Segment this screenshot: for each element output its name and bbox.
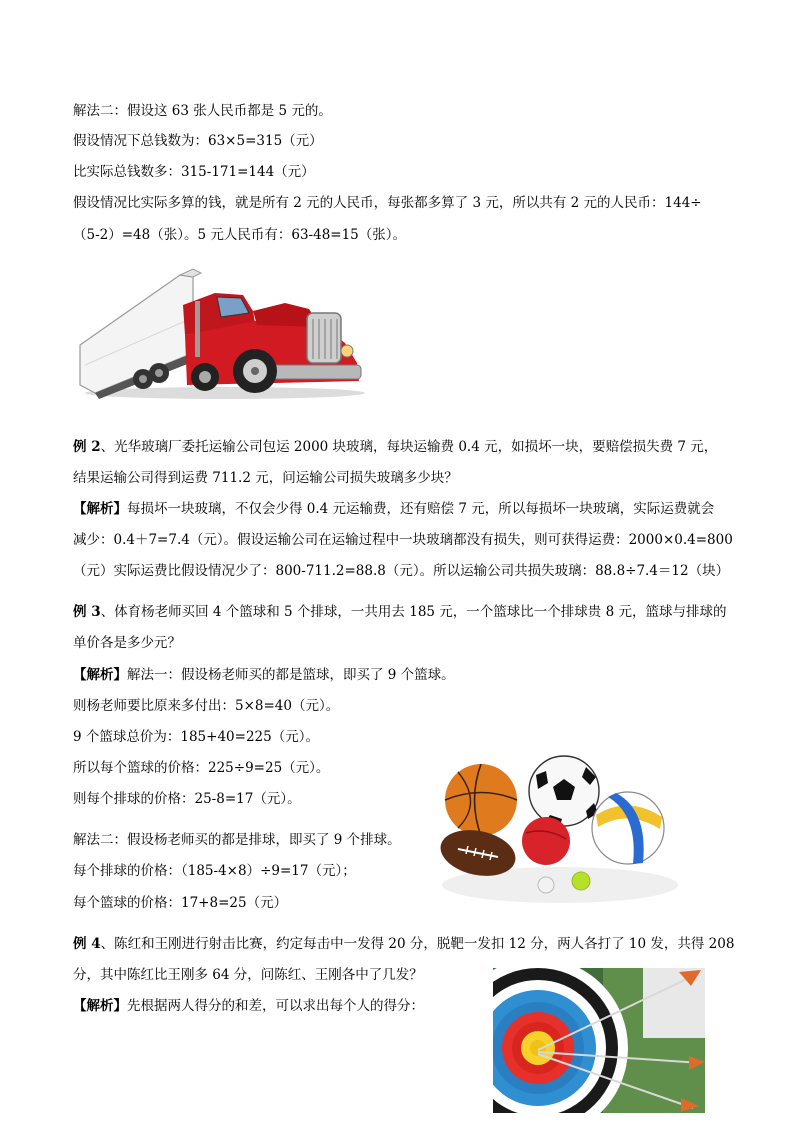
example4-question-line-1 [73, 934, 734, 954]
method2-line-3: 比实际总钱数多：315-171=144（元） [73, 164, 315, 180]
example3-question-line-1 [73, 602, 726, 622]
example3-step-3: 所以每个篮球的价格：225÷9=25（元）。 [73, 760, 330, 776]
example2-answer-label: 【解析】 [73, 501, 127, 517]
example3-step-2: 9 个篮球总价为：185+40=225（元）。 [73, 729, 319, 745]
method2-line-4: 假设情况比实际多算的钱，就是所有 2 元的人民币，每张都多算了 3 元，所以共有 2 元的人民币：144÷ [73, 195, 702, 211]
example2-label: 例 2 [73, 439, 101, 455]
method2-line-5: （5-2）=48（张）。5 元人民币有：63-48=15（张）。 [73, 227, 407, 243]
example2-answer-line-2: 减少：0.4＋7=7.4（元）。假设运输公司在运输过程中一块玻璃都没有损失，则可获得运费：2000×0.4=800 [73, 532, 733, 548]
example2-answer-line-3: （元）实际运费比假设情况少了：800-711.2=88.8（元）。所以运输公司共损失玻璃：88.8÷7.4＝12（块） [73, 563, 730, 579]
example4-answer-line-1 [73, 996, 424, 1016]
example3-method2-line-2: 每个排球的价格：（185-4×8）÷9=17（元）； [73, 863, 356, 879]
example3-step-4: 则每个排球的价格：25-8=17（元）。 [73, 791, 301, 807]
example3-method2-line-1: 解法二：假设杨老师买的都是排球，即买了 9 个排球。 [73, 832, 401, 848]
example3-question-text-1: 、体育杨老师买回 4 个篮球和 5 个排球，一共用去 185 元，一个篮球比一个排球贵 8 元，篮球与排球的 [100, 604, 727, 620]
example2-question-line-2: 结果运输公司得到运费 711.2 元，问运输公司损失玻璃多少块？ [73, 470, 458, 486]
example2-answer-line-1 [73, 499, 714, 519]
method2-line-2: 假设情况下总钱数为：63×5=315（元） [73, 133, 323, 149]
example3-label: 例 3 [73, 604, 101, 620]
example3-answer-text-1: 解法一：假设杨老师买的都是篮球，即买了 9 个篮球。 [127, 667, 455, 683]
example3-step-1: 则杨老师要比原来多付出：5×8=40（元）。 [73, 698, 340, 714]
example2-question-text-1: 、光华玻璃厂委托运输公司包运 2000 块玻璃，每块运输费 0.4 元，如损坏一块，要赔偿损失费 7 元， [100, 439, 718, 455]
example4-label: 例 4 [73, 936, 101, 952]
example2-question-line-1 [73, 437, 717, 457]
example2-answer-text-1: 每损坏一块玻璃，不仅会少得 0.4 元运输费，还有赔偿 7 元，所以每损坏一块玻璃，实际运费就会 [127, 501, 715, 517]
example3-answer-line-1 [73, 665, 455, 685]
example3-question-line-2: 单价各是多少元？ [73, 635, 181, 651]
example3-method2-line-3: 每个篮球的价格：17+8=25（元） [73, 895, 288, 911]
method2-line-1: 解法二：假设这 63 张人民币都是 5 元的。 [73, 103, 332, 119]
example4-question-text-1: 、陈红和王刚进行射击比赛，约定每击中一发得 20 分，脱靶一发扣 12 分，两人各打了 10 发，共得 208 [100, 936, 735, 952]
example4-question-line-2: 分，其中陈红比王刚多 64 分，问陈红、王刚各中了几发？ [73, 967, 423, 983]
example3-answer-label: 【解析】 [73, 667, 127, 683]
archery-target-image [493, 968, 705, 1113]
example4-answer-label: 【解析】 [73, 998, 127, 1014]
truck-image [75, 265, 367, 401]
sports-balls-image [438, 715, 690, 910]
example4-answer-text-1: 先根据两人得分的和差，可以求出每个人的得分： [127, 998, 424, 1014]
